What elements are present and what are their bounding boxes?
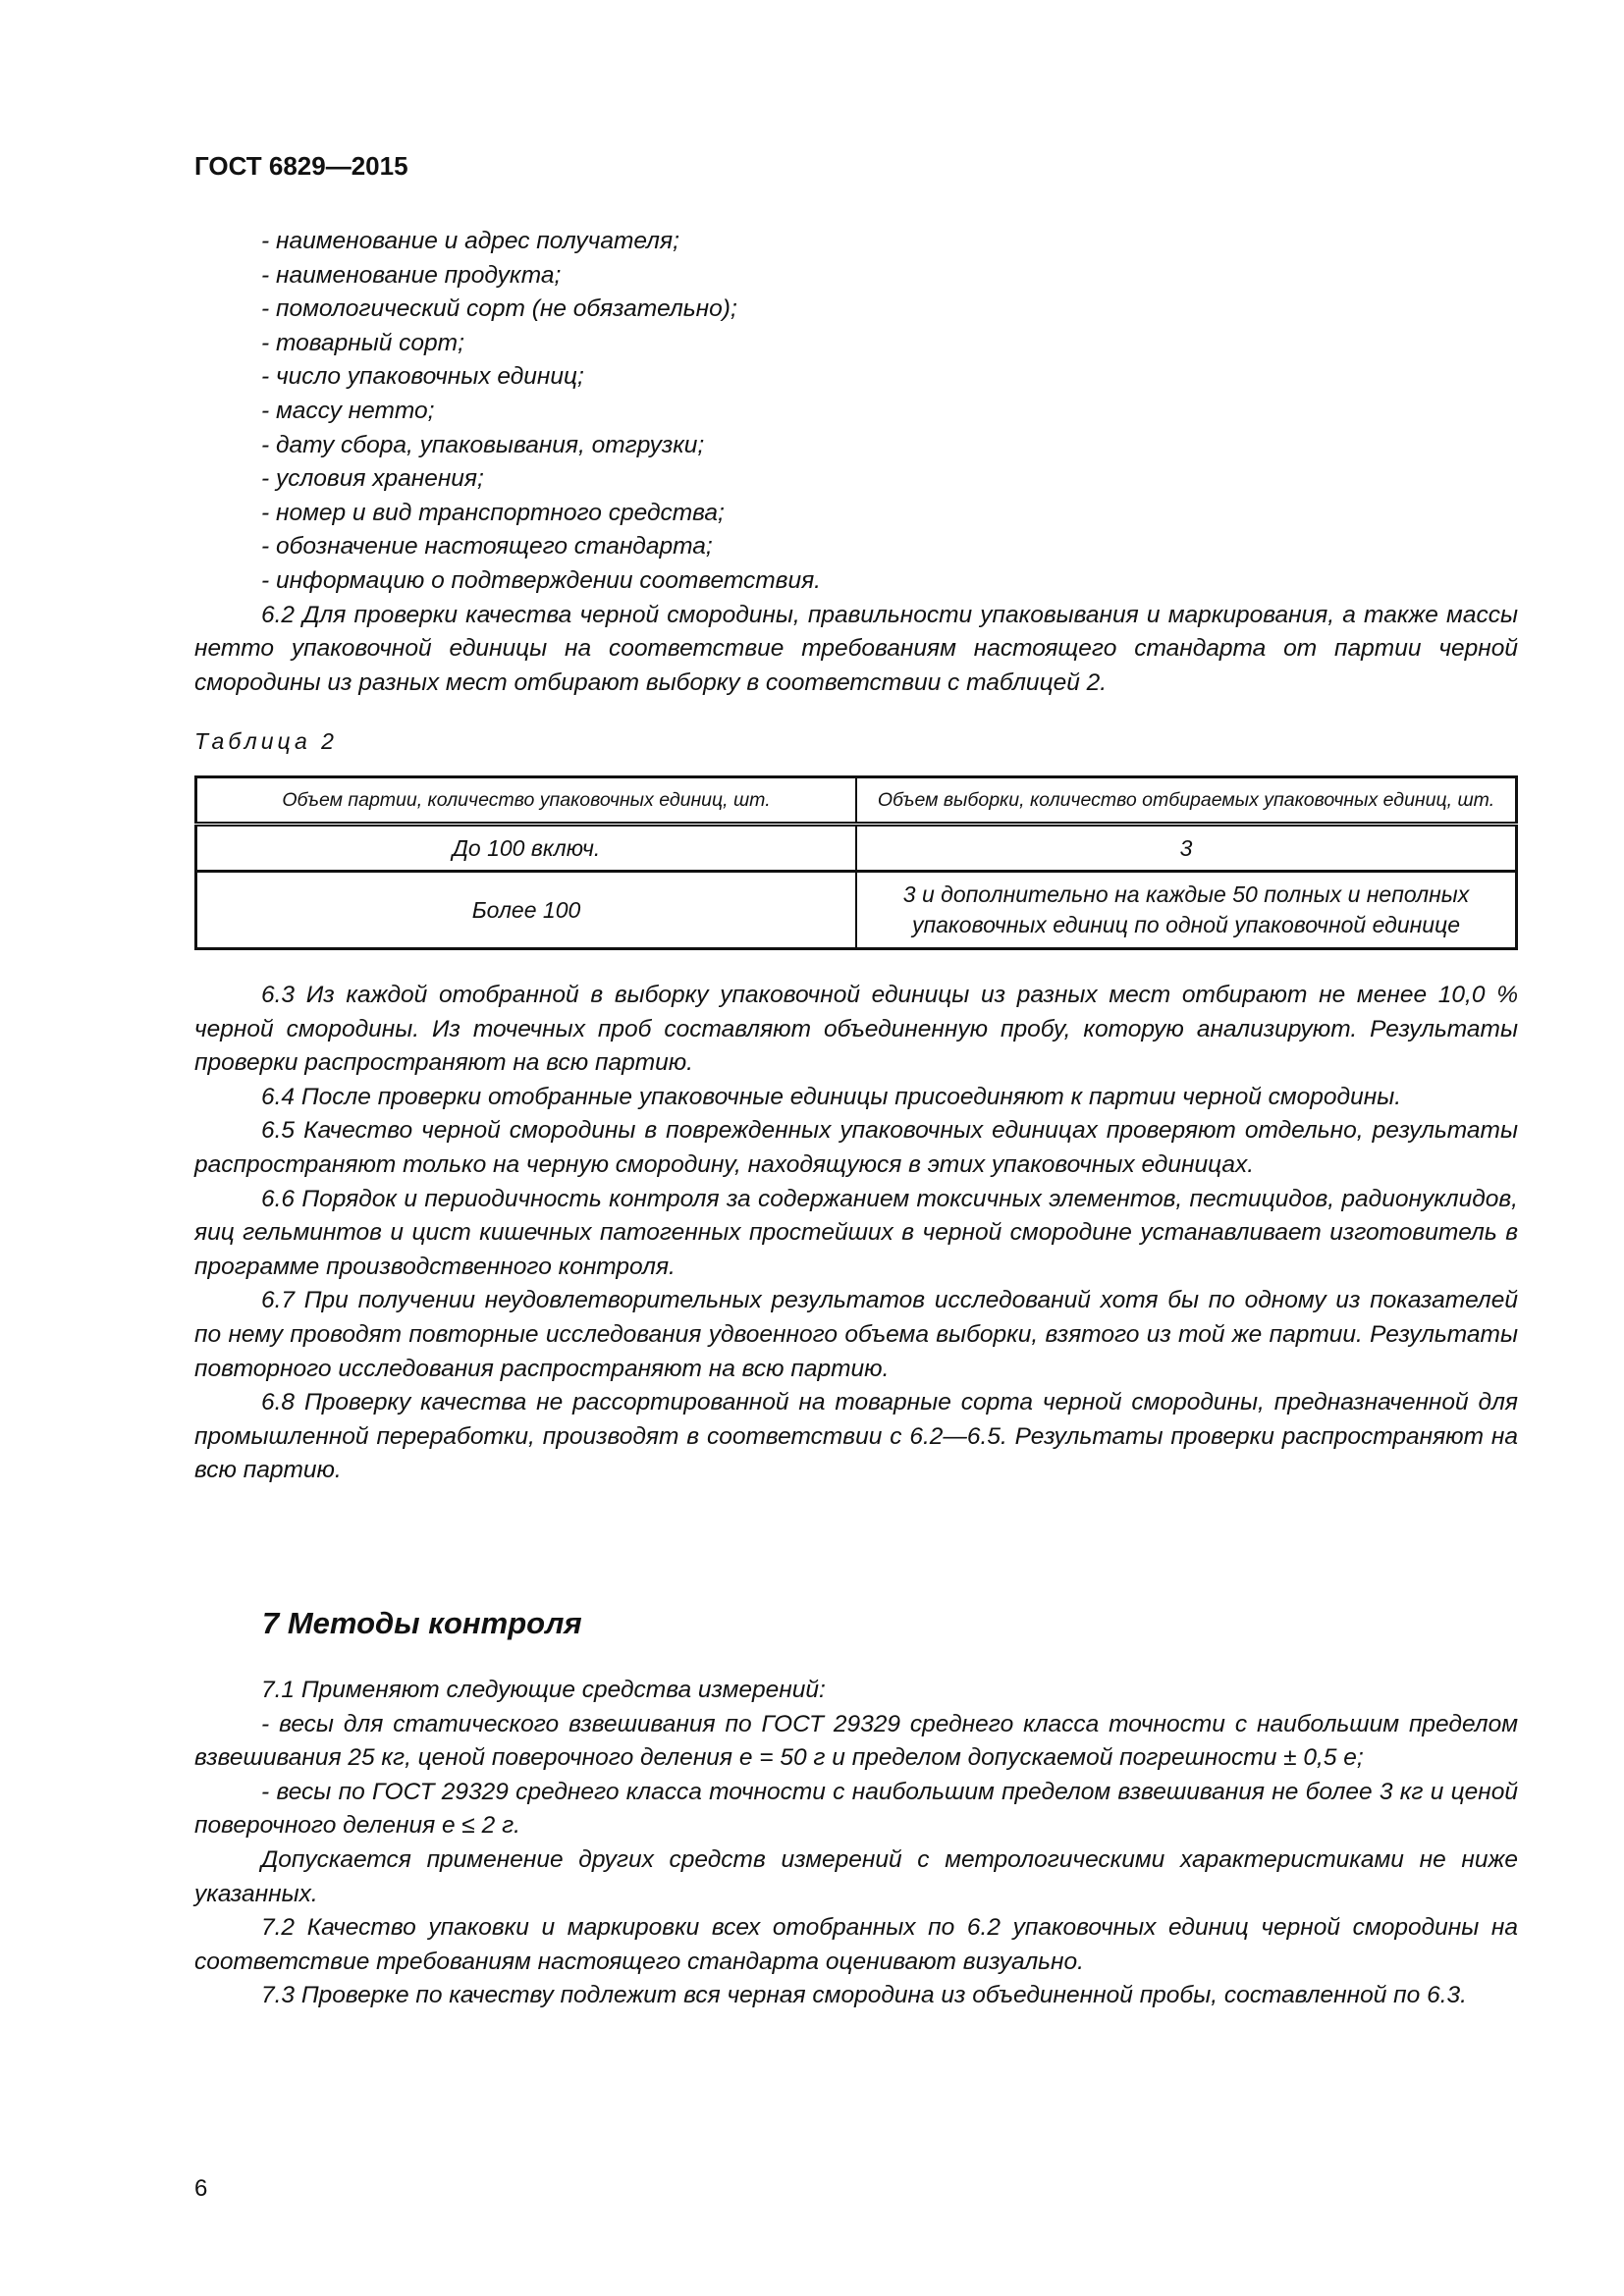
paragraph: 7.3 Проверке по качеству подлежит вся черная смородина из объединенной пробы, составленной по 6.3. xyxy=(261,1982,1467,2009)
section-7-paragraphs xyxy=(194,1674,1518,2013)
list-item: - обозначение настоящего стандарта; xyxy=(261,533,713,561)
paragraph: - весы для статического взвешивания по ГОСТ 29329 среднего класса точности с наибольшим пределом взвешивания 25 кг, ценой поверочного деления e = 50 г и пределом допускаемой погрешности ± 0,5 e; xyxy=(194,1710,1518,1772)
table-cell xyxy=(856,872,1517,949)
marking-list xyxy=(194,225,1518,700)
paragraph: 7.2 Качество упаковки и маркировки всех отобранных по 6.2 упаковочных единиц черной смородины на соответствие требованиям настоящего стандарта оценивают визуально. xyxy=(194,1914,1518,1975)
list-item: - товарный сорт; xyxy=(261,329,464,356)
paragraph: Допускается применение других средств измерений с метрологическими характеристиками не ниже указанных. xyxy=(194,1845,1518,1907)
table-header-cell: Объем партии, количество упаковочных единиц, шт. xyxy=(196,777,857,825)
paragraph: - весы по ГОСТ 29329 среднего класса точности с наибольшим пределом взвешивания не более 3 кг и ценой поверочного деления e ≤ 2 г. xyxy=(194,1778,1518,1840)
table-cell-text: 3 и дополнительно на каждые 50 полных и неполных упаковочных единиц по одной упаковочной единице xyxy=(902,881,1470,937)
section-6-paragraphs xyxy=(194,979,1518,1488)
list-item: - дату сбора, упаковывания, отгрузки; xyxy=(261,431,705,458)
paragraph: 6.6 Порядок и периодичность контроля за содержанием токсичных элементов, пестицидов, радионуклидов, яиц гельминтов и цист кишечных патогенных простейших в черной смородине устанавливает изготовитель в программе производственного контроля. xyxy=(194,1185,1518,1280)
list-item: - помологический сорт (не обязательно); xyxy=(261,295,737,323)
table-cell: 3 xyxy=(856,825,1517,872)
list-item: - наименование продукта; xyxy=(261,261,562,289)
table-cell: Более 100 xyxy=(196,872,857,949)
paragraph-6-2: 6.2 Для проверки качества черной смородины, правильности упаковывания и маркирования, а также массы нетто упаковочной единицы на соответствие требованиям настоящего стандарта от партии черной смородины из разных мест отбирают выборку в соответствии с таблицей 2. xyxy=(194,601,1518,696)
list-item: - номер и вид транспортного средства; xyxy=(261,499,725,526)
list-item: - условия хранения; xyxy=(261,465,484,493)
list-item: - число упаковочных единиц; xyxy=(261,363,584,391)
table-row xyxy=(196,825,1517,872)
list-item: - массу нетто; xyxy=(261,397,435,424)
paragraph: 6.7 При получении неудовлетворительных результатов исследований хотя бы по одному из показателей по нему проводят повторные исследования удвоенного объема выборки, взятого из той же партии. Результаты повторного исследования распространяют на всю партию. xyxy=(194,1287,1518,1382)
paragraph: 6.5 Качество черной смородины в поврежденных упаковочных единицах проверяют отдельно, результаты распространяют только на черную смородину, находящуюся в этих упаковочных единицах. xyxy=(194,1117,1518,1178)
table-caption: Таблица 2 xyxy=(194,728,338,754)
table-row xyxy=(196,872,1517,949)
section-heading: 7 Методы контроля xyxy=(262,1606,582,1640)
sample-size-table xyxy=(194,775,1518,950)
list-item: - информацию о подтверждении соответствия. xyxy=(261,566,821,594)
paragraph: 6.3 Из каждой отобранной в выборку упаковочной единицы из разных мест отбирают не менее 10,0 % черной смородины. Из точечных проб составляют объединенную пробу, которую анализируют. Результаты проверки распространяют на всю партию. xyxy=(194,982,1518,1077)
paragraph: 6.8 Проверку качества не рассортированной на товарные сорта черной смородины, предназначенной для промышленной переработки, производят в соответствии с 6.2—6.5. Результаты проверки распространяют на всю партию. xyxy=(194,1389,1518,1484)
table-header-row xyxy=(196,777,1517,825)
table-cell: До 100 включ. xyxy=(196,825,857,872)
list-item: - наименование и адрес получателя; xyxy=(261,228,679,254)
table-header-cell: Объем выборки, количество отбираемых упаковочных единиц, шт. xyxy=(856,777,1517,825)
paragraph: 6.4 После проверки отобранные упаковочные единицы присоединяют к партии черной смородины. xyxy=(261,1083,1402,1110)
document-header: ГОСТ 6829—2015 xyxy=(194,151,408,181)
paragraph: 7.1 Применяют следующие средства измерений: xyxy=(261,1677,826,1703)
page-number: 6 xyxy=(194,2175,208,2202)
